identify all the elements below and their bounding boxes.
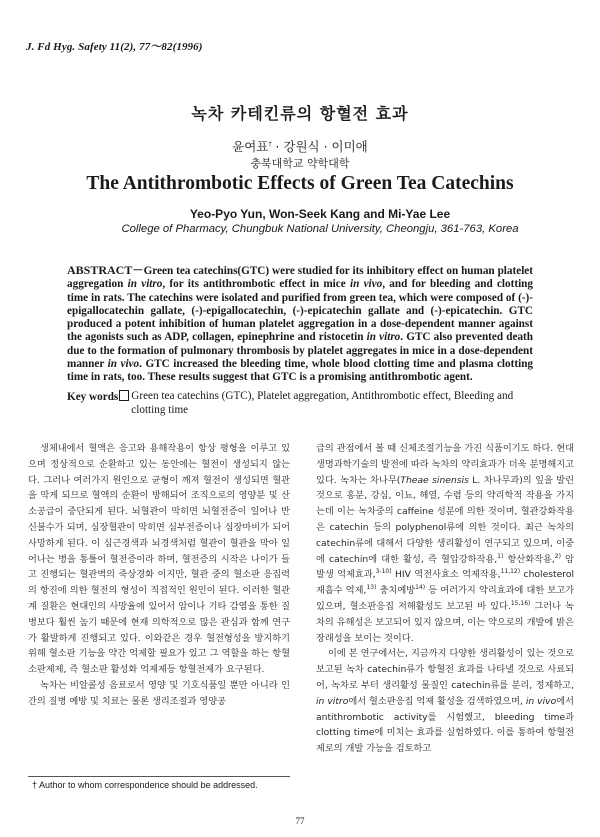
abstract-text-1: Green tea catechins(GTC) were studied for its inhibitory effect on human platelet aggregation (67, 265, 533, 291)
abstract-text-5: . GTC increased the bleeding time, whole blood clotting time and plasma clotting time in rats, too. These results suggest that GTC is a promising antithrombotic agent. (67, 358, 534, 384)
body-left-column (28, 441, 290, 710)
english-authors: Yeo-Pyo Yun, Won-Seek Kang and Mi-Yae Lee (189, 207, 451, 221)
keywords-label-text: Key words (67, 391, 119, 403)
italic-term: in vivo (525, 695, 557, 707)
body-paragraph: 생체내에서 혈액은 응고와 용해작용이 항상 평형을 이루고 있으며 정상적으로 순환하고 있는 동안에는 혈전이 생성되지 않는다. 그러나 여러가지 원인으로 균형이 깨져 혈전이 생성되면 혈관을 막게 되므로 혈액의 순환이 방해되어 조직으로의 영양분 및 산소공급이 중단되게 된다. 뇌혈관이 막히면 뇌혈전증이 일어나 반신불수가 되며, 심장혈관이 막히면 심부전증이나 심장마비가 되어 사망하게 된다. 이 심근경색과 뇌경색처럼 혈관이 혈관을 막아 일어나는 병을 통틀어 혈전증이라 하며, 혈전증의 시작은 나이가 들고 진행되는 혈관벽의 죽상경화 이지만, 혈관 중의 혈소판 응집력의 항진에 의한 혈전의 형성이 직접적인 원인이 된다. 이러한 혈관계 질환은 현대인의 사망율에 있어서 암이나 기타 감염을 통한 질병보다 훨씬 높기 때문에 현재 의학적으로 많은 관심과 함께 연구가 활발하게 진행되고 있다. 이와같은 경우 혈전형성을 방지하기 위해 혈소판 기능을 약간 억제할 필요가 있고 그 역할을 하는 항혈소판제제, 즉 혈소판 활성화 억제제등 항혈전제가 요구된다. (28, 443, 290, 676)
reference-mark: 1) (497, 552, 504, 560)
checkbox-icon (119, 390, 129, 401)
journal-reference: J. Fd Hyg. Safety 11(2), 77～82(1996) (26, 41, 203, 53)
korean-affiliation: 충북대학교 약학대학 (250, 157, 350, 170)
keywords (67, 390, 533, 417)
abstract-text-2: , for its antithrombotic effect in mice (162, 278, 350, 291)
english-title: The Antithrombotic Effects of Green Tea Catechins (86, 173, 514, 194)
korean-first-author: 윤여표† · 강원식 · 이미애 (232, 139, 368, 154)
reference-mark: 14) (415, 584, 426, 592)
english-affiliation: College of Pharmacy, Chungbuk National University, Cheongju, 361-763, Korea (121, 223, 519, 235)
abstract (67, 264, 533, 385)
reference-mark: 3-10) (375, 568, 392, 576)
footnote: † Author to whom correspondence should be addressed. (32, 780, 258, 790)
italic-term: in vitro (316, 695, 349, 707)
body-right-column (316, 441, 574, 757)
abstract-italic-3: in vitro (366, 331, 401, 344)
abstract-italic-2: in vivo (349, 278, 383, 291)
page-number: 77 (295, 816, 305, 826)
author-mark: † (268, 140, 272, 148)
reference-mark: 13) (366, 584, 377, 592)
abstract-text-3: , and for bleeding and clotting time in rats. The catechins were isolated and purified from green tea, which were composed of (-)-epigallocatechin gallate, (-)-epigallocatechin, (-)-epicatechin gallate and (-)-epicatechin. GTC produced a potent inhibition of human platelet aggregation in a dose-dependent manner against the agonists such as ADP, collagen, epinephrine and ristocetin (67, 278, 533, 344)
korean-title: 녹차 카테킨류의 항혈전 효과 (191, 104, 409, 123)
keywords-label (67, 390, 131, 417)
body-paragraph: 급의 관점에서 볼 때 신체조절기능을 가진 식품이기도 하다. 현대 생명과학기술의 발전에 따라 녹차의 약리효과가 더욱 분명해지고 있다. 녹차는 차나무(Theae sinensis L. 차나무과)의 잎을 발린 것으로 홍분, 강심, 이뇨, 해열, 수렴 등의 약리학적 작용을 가지는데 이는 녹차중의 caffeine 성분에 의한 것이며, 혈관강화작용은 catechin 등의 polyphenol류에 의한 것이다. 최근 녹차의 catechin류에 대해서 다양한 생리활성이 연구되고 있으며, 이중에 catechin에 대한 활성, 즉 혈압강하작용,$^{1)}$ 항산화작용,$^{2)}$ 암 발생 억제효과,$^{3-10)}$ HIV 역전사효소 억제작용,$^{11,12)}$ cholesterol 재흡수 억제,$^{13)}$ 충치예방$^{14)}$ 등 여러가지 약리효과에 대한 보고가 있으며, 혈소판응집 저해활성도 보고된 바 있다.$^{15,16)}$ 그러나 녹차의 유해성은 보고되어 있지 않으며, 이는 약으로의 개발에 밝은 장래성을 보이는 것이다. (316, 443, 575, 644)
reference-mark: 2) (554, 552, 561, 560)
abstract-dash: － (132, 265, 144, 277)
abstract-text-4: . GTC also prevented death due to the formation of pulmonary thrombosis by platelet aggregates in mice in a dose-dependent manner (67, 331, 533, 371)
abstract-italic-4: in vivo (107, 358, 140, 371)
reference-mark: 11,12) (500, 568, 521, 576)
species-name: Theae sinensis (400, 474, 469, 486)
body-paragraph: 이에 본 연구에서는, 지금까지 다양한 생리활성이 있는 것으로 보고된 녹차 catechin류가 항혈전 효과를 나타낼 것으로 사료되어, 녹차로 부터 생리활성 물질인 catechin류를 분리, 정제하고, in vitro에서 혈소판응집 억제 활성을 검색하였으며, in vivo에서 antithrombotic activity를 시험했고, bleeding time과 clotting time에 미치는 효과를 실험하였다. 이를 통하여 항혈전제로의 개발 가능을 검토하고 (316, 648, 574, 755)
korean-authors (0, 137, 600, 155)
keywords-text: Green tea catechins (GTC), Platelet aggregation, Antithrombotic effect, Bleeding and clotting time (131, 390, 514, 416)
footnote-divider (28, 776, 290, 777)
reference-mark: 15,16) (510, 599, 531, 607)
abstract-italic-1: in vitro (127, 278, 163, 291)
abstract-label: ABSTRACT (67, 263, 133, 277)
body-paragraph: 녹차는 비알콜성 음료로서 영양 및 기호식품일 뿐만 아니라 인간의 질병 예방 및 치료는 물론 생리조절과 영양공 (28, 679, 290, 707)
